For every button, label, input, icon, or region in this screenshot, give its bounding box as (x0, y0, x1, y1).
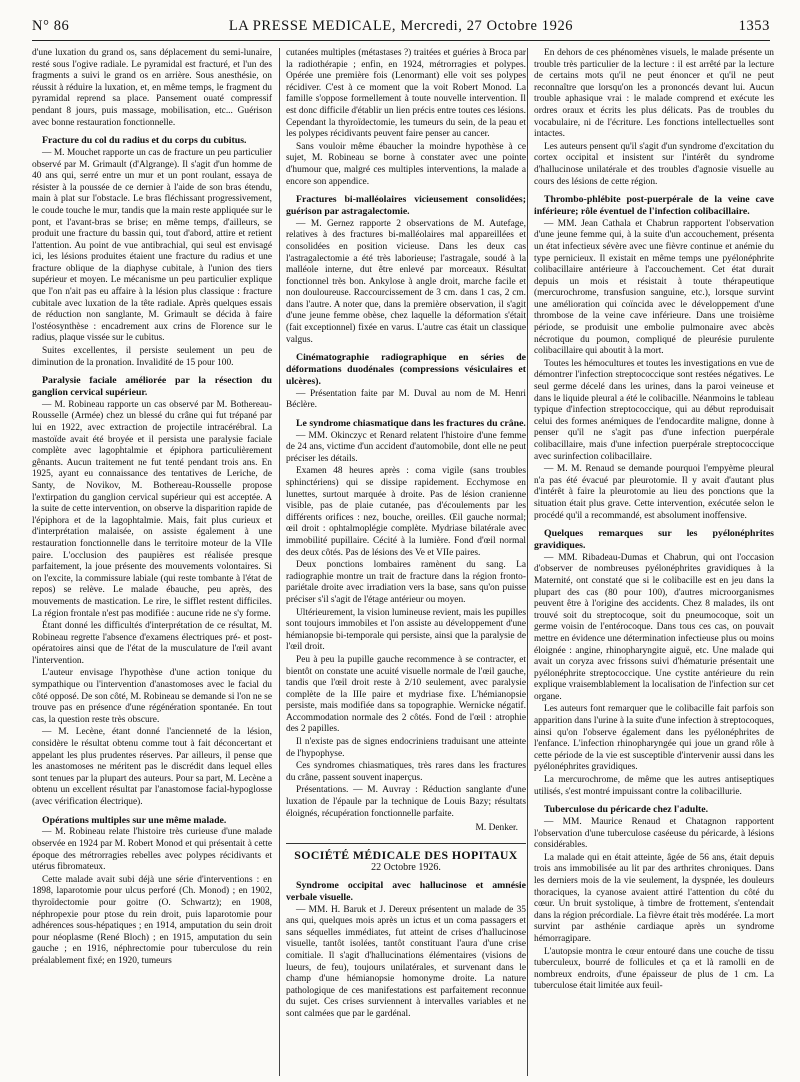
paragraph: Toutes les hémocultures et toutes les investigations en vue de démontrer l'infection streptococcique sont restées négatives. Le seul germe décelé dans les urines, dans la paroi veineuse et dans le liquide pleural a été le colibacille. Néanmoins le tableau typique d'infection streptococcique, qui au début reproduisait celui des formes anémiques de l'endocardite maligne, donne à penser qu'il ne s'agit pas d'une infection puerpérale colibacillaire, mais d'une infection puerpérale streptococcique avec surinfection colibacillaire. (534, 358, 774, 462)
column-divider (527, 48, 528, 1076)
paragraph: Deux ponctions lombaires ramènent du sang. La radiographie montre un trait de fracture dans la région fronto-pariétale droite avec irradiation vers la base, sans qu'on puisse préciser s'il s'agit de l'étage antérieur ou moyen. (286, 560, 526, 605)
paragraph: Les auteurs font remarquer que le colibacille fait parfois son apparition dans l'urine à la suite d'une infection à streptocoques, ainsi qu'on l'observe également dans les pyélonéphrites de l'enfance. L'infection rhinopharyngée qui joue un grand rôle à cette période de la vie est susceptible d'intervenir aussi dans les pyélonéphrites gravidiques. (534, 704, 774, 773)
paragraph: — M. Mouchet rapporte un cas de fracture un peu particulier observé par M. Grimault (d'Algrange). Il s'agit d'un homme de 40 ans qui, serré entre un mur et un pont roulant, essaya de résister à la poussée de ce dernier à l'aide de son bras étendu, main à plat sur l'obstacle. Le bras fléchissant progressivement, le coude touche le mur, tandis que la main reste appliquée sur le pont, et l'avant-bras se brise; en même temps, d'ailleurs, se produit une fracture du bassin qui, tout d'abord, attire et retient l'attention. Au point de vue antibrachial, qui seul est envisagé ici, les lésions produites étaient une fracture du radius et une fracture oblique de la diaphyse cubitale, à l'union des tiers supérieur et moyen. Le mécanisme un peu particulier explique que l'on n'ait pas eu affaire à la lésion plus classique : fracture cubitale avec luxation de la tête radiale. Après quelques essais de réduction non sanglante, M. Grimault se décida à faire l'ostéosynthèse : encadrement aux crins de Florence sur le radius, plaque vissée sur le cubitus. (32, 147, 272, 344)
paragraph: — MM. Maurice Renaud et Chatagnon rapportent l'observation d'une tuberculose caséeuse du péricarde, à lésions considérables. (534, 817, 774, 851)
paragraph: Cette malade avait subi déjà une série d'interventions : en 1898, laparotomie pour ulcus perforé (Ch. Monod) ; en 1902, thyroïdectomie pour goitre (O. Schwartz); en 1908, néphropexie pour ptose du rein droit, puis laparotomie pour adhérences sous-hépatiques ; en 1914, amputation du sein droit pour néoplasme (René Bloch) ; en 1915, amputation du sein gauche ; en 1916, néphrectomie pour tuberculose du rein préalablement fixé; en 1920, tumeurs (32, 874, 272, 966)
paragraph: — MM. Ribadeau-Dumas et Chabrun, qui ont l'occasion d'observer de nombreuses pyélonéphrites gravidiques à la Maternité, ont constaté que si le colibacille est en jeu dans la plupart des cas (80 pour 100), d'autres microorganismes peuvent être à l'origine des accidents. Chez 8 malades, ils ont trouvé soit du streptocoque, soit du pneumocoque, soit un germe voisin de l'entérocoque. Dans tous ces cas, on pouvait mettre en évidence une détermination infectieuse plus ou moins éloignée : angine, rhinopharyngite aiguë, etc. Une malade qui avait un coryza avec frissons suivi d'hématurie présentait une pyélonéphrite streptococcique. Une cystite antérieure du rein explique vraisemblablement la localisation de l'infection sur cet organe. (534, 552, 774, 702)
paragraph: Peu à peu la pupille gauche recommence à se contracter, et bientôt on constate une acuité visuelle normale de l'œil gauche, tandis que l'œil droit reste à 2/10 seulement, avec paralysie complète de la IIIe paire et mydriase fixe. L'hémianopsie persiste, mais modifiée dans sa topographie. Wernicke négatif. Accommodation normale des 2 côtés. Fond de l'œil : atrophie des 2 papilles. (286, 654, 526, 735)
paragraph: La malade qui en était atteinte, âgée de 56 ans, était depuis trois ans immobilisée au lit par des arthrites chroniques. Dans les derniers mois de la vie seulement, la dyspnée, les douleurs thoraciques, la cyanose avaient attiré l'attention du côté du cœur. Un bruit systolique, à timbre de frottement, s'entendait dans la région précordiale. La fièvre était très modérée. La mort survint par asthénie cardiaque après un syndrome hémorragipare. (534, 852, 774, 944)
section-heading: Opérations multiples sur une même malade. (42, 814, 227, 826)
section-heading: Cinématographie radiographique en séries de déformations duodénales (compressions vésiculaires et ulcères). (286, 352, 526, 387)
section-heading: Syndrome occipital avec hallucinose et amnésie verbale visuelle. (286, 880, 526, 903)
article-columns (32, 48, 774, 1076)
paragraph: L'autopsie montra le cœur entouré dans une couche de tissu tuberculeux, bourré de follicules et ça et là ramolli en de nombreux endroits, d'une épaisseur de plus de 1 cm. La tuberculose était limitée aux feuil- (534, 946, 774, 992)
issue-number: N° 86 (32, 18, 70, 34)
paragraph: d'une luxation du grand os, sans déplacement du semi-lunaire, resté sous l'ogive radiale. Le pyramidal est fracturé, et l'un des fragments a suivi le grand os en arrière. Sous anesthésie, on réussit à réduire la luxation, et, en même temps, le fragment du pyramidal reprend sa place. Pansement ouaté compressif pendant 8 jours, puis massage, mobilisation, etc... Guérison avec bonne restauration fonctionnelle. (32, 48, 272, 128)
page-header (32, 14, 770, 41)
section-heading: Thrombo-phlébite post-puerpérale de la veine cave inférieure; rôle éventuel de l'infection colibacillaire. (534, 194, 774, 217)
paragraph: — M. Robineau rapporte un cas observé par M. Bothereau-Rousselle (Armée) chez un blessé du crâne qui fut trépané par lui en 1922, avec extraction de projectile intracérébral. La mastoïde avait été broyée et il persista une paralysie faciale complète avec lagophtalmie et épiphora particulièrement gênants. Aucun traitement ne fut tenté pendant trois ans. En 1925, ayant eu connaissance des tentatives de Leriche, de Santy, de Novikov, M. Bothereau-Rousselle propose l'extirpation du ganglion cervical supérieur qui est acceptée. A la suite de cette intervention, on observe la disparition rapide de l'épiphora et de la lagophtalmie. Mais, fait plus curieux et d'interprétation malaisée, on assiste également à une restauration fonctionnelle dans le territoire moteur de la VIIe paire. L'occlusion des paupières est réalisée presque parfaitement, la joue présente des mouvements volontaires. Si on l'excite, la commissure labiale (qui reste tombante à l'état de repos) se relève. Le malade ébauche, peu après, des mouvements de mastication. Le rire, le sifflet restent difficiles. La région frontale n'est pas modifiée : aucune ride ne s'y forme. (32, 399, 272, 619)
society-title: SOCIÉTÉ MÉDICALE DES HOPITAUX (286, 843, 526, 862)
paragraph: — Présentation faite par M. Duval au nom de M. Henri Béclère. (286, 388, 526, 411)
page-number: 1353 (738, 18, 770, 34)
paragraph: Suites excellentes, il persiste seulement un peu de diminution de la pronation. Invalidité de 15 pour 100. (32, 346, 272, 368)
section-heading: Fractures bi-malléolaires vicieusement consolidées; guérison par astragalectomie. (286, 194, 526, 217)
paragraph: Étant donné les difficultés d'interprétation de ce résultat, M. Robineau regrette l'absence d'examens électriques pré- et post-opératoires ainsi que de l'état de la musculature de l'œil avant l'intervention. (32, 621, 272, 666)
paragraph: cutanées multiples (métastases ?) traitées et guéries à Broca par la radiothérapie ; enfin, en 1924, métrorragies et polypes. Opérée une première fois (Lenormant) elle voit ses polypes récidiver. C'est à ce moment que la voit Robert Monod. La famille s'oppose formellement à toute nouvelle intervention. Il est donc difficile d'établir un lien précis entre toutes ces lésions. Cependant la thyroïdectomie, les tumeurs du sein, de la peau et les polypes récidivants peuvent faire penser au cancer. (286, 48, 526, 140)
paragraph: Présentations. — M. Auvray : Réduction sanglante d'une luxation de l'épaule par la technique de Louis Bazy; résultats éloignés, récupération fonctionnelle parfaite. (286, 785, 526, 819)
paragraph: — M. Robineau relate l'histoire très curieuse d'une malade observée en 1924 par M. Robert Monod et qui présentait à cette époque des métrorragies rebelles avec polypes récidivants et utérus fibromateux. (32, 827, 272, 873)
session-date: 22 Octobre 1926. (371, 862, 441, 874)
author-signature: M. Denker. (475, 823, 518, 834)
paragraph: Les auteurs pensent qu'il s'agit d'un syndrome d'excitation du cortex occipital et insistent sur l'intérêt du syndrome d'hallucinose unilatérale et des troubles d'agnosie visuelle au cours des lésions de cette région. (534, 141, 774, 187)
section-heading: Tuberculose du péricarde chez l'adulte. (544, 804, 709, 816)
paragraph: — M. Lecène, étant donné l'ancienneté de la lésion, considère le résultat obtenu comme tout à fait déconcertant et appelant les plus prudentes réserves. Par ailleurs, il pense que les anastomoses ne méritent pas le discrédit dans lequel elles sont tenues par la plupart des auteurs. Pour sa part, M. Lecène a obtenu un excellent résultat par l'anastomose facial-hypoglosse (avec vérification électrique). (32, 727, 272, 808)
paragraph: Examen 48 heures après : coma vigile (sans troubles sphinctériens) qui se dissipe rapidement. Ecchymose en lunettes, surtout marquée à droite. Pas de lésion cranienne visible, pas de plaie cutanée, pas d'écoulements par les différents orifices : nez, bouche, oreilles. Œil gauche normal; œil droit : ophtalmoplégie complète. Mydriase bilatérale avec immobilité pupillaire. Cécité à la lumière. Fond d'œil normal des deux côtés. Pas de lésions des Ve et VIIe paires. (286, 466, 526, 558)
paragraph: — M. M. Renaud se demande pourquoi l'empyème pleural n'a pas été évacué par pleurotomie. Il y avait d'autant plus d'intérêt à faire la pleurotomie au lieu des ponctions que la situation était plus grave. Cette intervention, exécutée selon le procédé qu'il a recommandé, est absolument inoffensive. (534, 464, 774, 521)
paragraph: Ces syndromes chiasmatiques, très rares dans les fractures du crâne, passent souvent inaperçus. (286, 761, 526, 783)
paragraph: Ultérieurement, la vision lumineuse revient, mais les pupilles sont toujours immobiles et l'on assiste au développement d'une hémianopsie bi-temporale qui persiste, ainsi que la paralysie de l'œil droit. (286, 607, 526, 653)
paragraph: — M. Gernez rapporte 2 observations de M. Autefage, relatives à des fractures bi-malléolaires mal appareillées et consolidées en position vicieuse. Dans les deux cas l'astragalectomie a été très laborieuse; l'astragale, soudé à la malléole interne, dut être enlevé par morceaux. Résultat fonctionnel très bon. Ankylose à angle droit, marche facile et non douloureuse. Raccourcissement de 3 cm. dans 1 cas, 2 cm. dans l'autre. A noter que, dans la première observation, il s'agit d'une jeune femme obèse, chez laquelle la déformation s'était (fait exceptionnel) fixée en varus. L'autre cas était un classique valgus. (286, 218, 526, 345)
column-2 (286, 48, 526, 1076)
paragraph: En dehors de ces phénomènes visuels, le malade présente un trouble très particulier de la lecture : il est arrêté par la lecture de certains mots qu'il ne peut énoncer et qu'il ne peut reconnaître que lorsqu'on les a prononcés devant lui. Aucun trouble aphasique vrai : le malade comprend et exécute les ordres oraux et écrits les plus délicats. Pas de troubles du vocabulaire, ni de l'écriture. Les fonctions intellectuelles sont intactes. (534, 48, 774, 140)
column-3 (534, 48, 774, 1076)
section-heading: Paralysie faciale améliorée par la résection du ganglion cervical supérieur. (32, 375, 272, 399)
paragraph: Sans vouloir même ébaucher la moindre hypothèse à ce sujet, M. Robineau se borne à constater avec une pointe d'humour que, malgré ces multiples interventions, la malade a encore son appendice. (286, 141, 526, 187)
paragraph: — MM. Jean Cathala et Chabrun rapportent l'observation d'une jeune femme qui, à la suite d'un accouchement, présenta un état infectieux sévère avec une fièvre continue et anémie du type pernicieux. Il existait en même temps une pyélonéphrite colibacillaire antérieure à l'accouchement. Cet état durait depuis un mois et résistait à toute thérapeutique (mercurochrome, transfusion sanguine, etc.), lorsque survint une amélioration qui coïncida avec le développement d'une thrombose de la veine cave inférieure. Dans une troisième période, se produisit une embolie pulmonaire avec abcès nécrotique du poumon, compliqué de pleurésie purulente colibacillaire qui aboutit à la mort. (534, 218, 774, 357)
journal-title: LA PRESSE MEDICALE, Mercredi, 27 Octobre 1926 (228, 18, 574, 34)
paragraph: — MM. Okinczyc et Renard relatent l'histoire d'une femme de 24 ans, victime d'un accident d'automobile, dont elle ne peut préciser les détails. (286, 430, 526, 464)
paragraph: L'auteur envisage l'hypothèse d'une action tonique du sympathique ou l'intervention d'anastomoses avec le facial du côté opposé. De son côté, M. Robineau se demande si l'on ne se trouve pas en présence d'une régénération spontanée. En tout cas, la question reste très obscure. (32, 668, 272, 725)
section-heading: Fracture du col du radius et du corps du cubitus. (42, 135, 247, 147)
paragraph: La mercurochrome, de même que les autres antiseptiques utilisés, s'est montré impuissant contre la colibacillurie. (534, 775, 774, 797)
section-heading: Quelques remarques sur les pyélonéphrites gravidiques. (534, 528, 774, 551)
column-divider (279, 48, 280, 1076)
column-1 (32, 48, 272, 1076)
paragraph: — MM. H. Baruk et J. Dereux présentent un malade de 35 ans qui, quelques mois après un ictus et un coma passagers et sans séquelles immédiates, fut atteint de crises d'hallucinose visuelle, tantôt isolées, tantôt constituant l'aura d'une crise comitiale. Il s'agit d'hallucinations élémentaires (visions de lueurs, de feu), toujours unilatérales, et survenant dans le champ d'une hémianopsie homonyme droite. La nature pathologique de ces manifestations est parfaitement reconnue du sujet. Ces crises surviennent à intervalles variables et ne sont calmées que par le gardénal. (286, 904, 526, 1019)
section-heading: Le syndrome chiasmatique dans les fractures du crâne. (296, 417, 526, 429)
paragraph: Il n'existe pas de signes endocriniens traduisant une atteinte de l'hypophyse. (286, 737, 526, 759)
